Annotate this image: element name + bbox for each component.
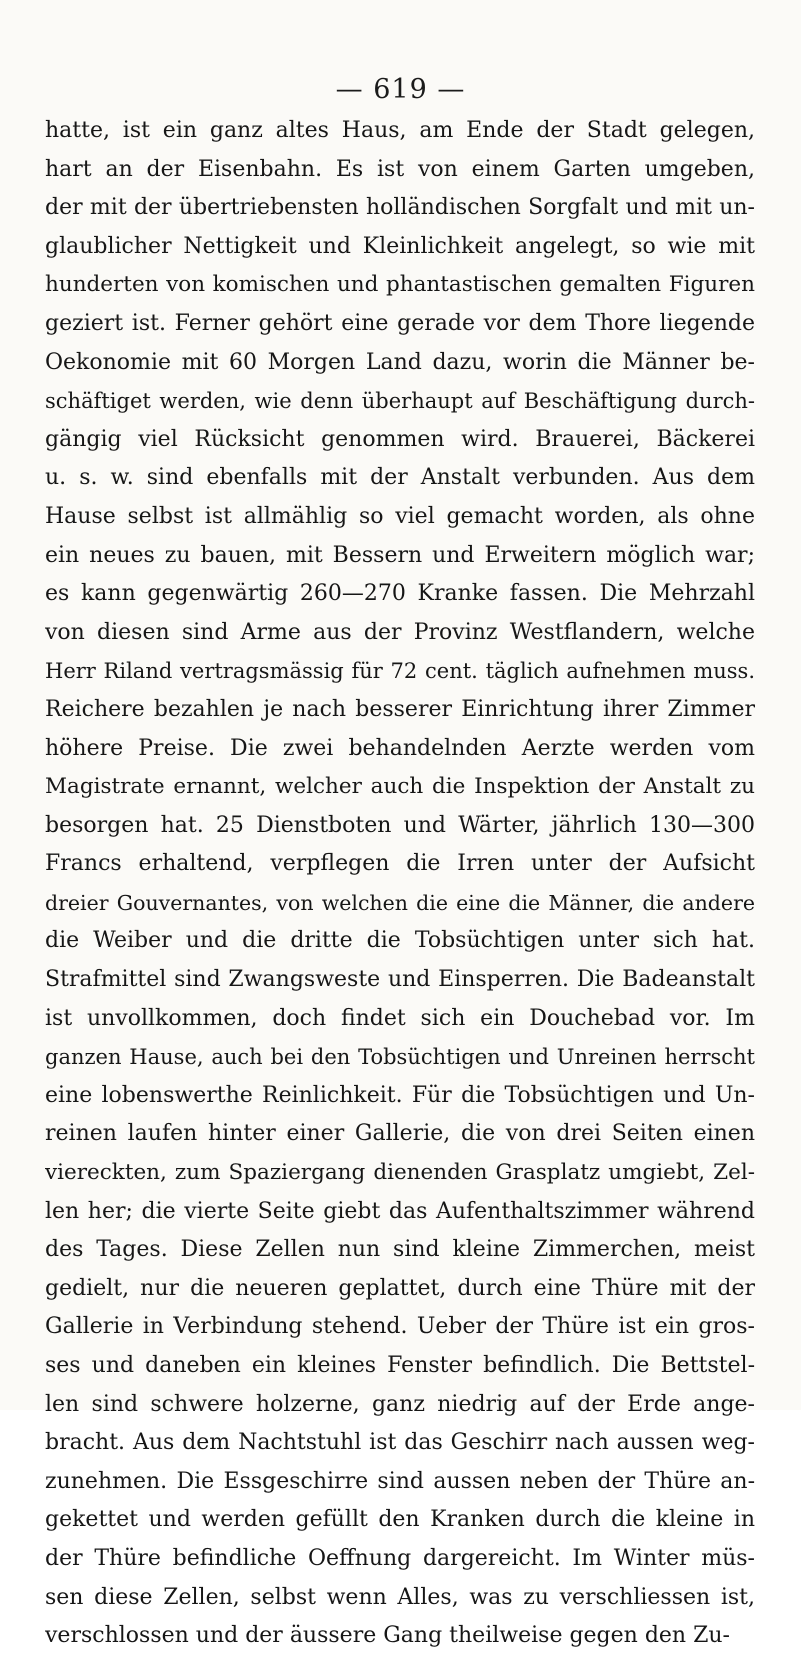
text-line: ein neues zu bauen, mit Bessern und Erweitern möglich war; — [45, 542, 755, 568]
text-line: hunderten von komischen und phantastischen gemalten Figuren — [45, 272, 755, 298]
text-line: ses und daneben ein kleines Fenster befindlich. Die Bettstel- — [45, 1353, 755, 1378]
text-line: len her; die vierte Seite giebt das Aufenthaltszimmer während — [45, 1198, 755, 1224]
text-line: zunehmen. Die Essgeschirre sind aussen neben der Thüre an- — [45, 1468, 755, 1494]
text-line: hart an der Eisenbahn. Es ist von einem Garten umgeben, — [45, 156, 755, 182]
text-line: sen diese Zellen, selbst wenn Alles, was zu verschliessen ist, — [45, 1584, 755, 1610]
text-line: ganzen Hause, auch bei den Tobsüchtigen und Unreinen herrscht — [45, 1045, 755, 1070]
text-line: geziert ist. Ferner gehört eine gerade vor dem Thore liegende — [45, 310, 755, 336]
text-line: bracht. Aus dem Nachtstuhl ist das Geschirr nach aussen weg- — [45, 1430, 755, 1456]
text-line: gängig viel Rücksicht genommen wird. Brauerei, Bäckerei — [45, 426, 755, 452]
text-line: Strafmittel sind Zwangsweste und Einsperren. Die Badeanstalt — [45, 967, 755, 993]
text-line: Herr Riland vertragsmässig für 72 cent. täglich aufnehmen muss. — [45, 659, 755, 684]
text-line: len sind schwere holzerne, ganz niedrig auf der Erde ange- — [45, 1391, 755, 1417]
text-line: Magistrate ernannt, welcher auch die Inspektion der Anstalt zu — [45, 774, 755, 800]
page-number: — 619 — — [335, 74, 466, 105]
text-line: gekettet und werden gefüllt den Kranken durch die kleine in — [45, 1507, 755, 1533]
text-line: reinen laufen hinter einer Gallerie, die von drei Seiten einen — [45, 1121, 755, 1147]
text-line: besorgen hat. 25 Dienstboten und Wärter, jährlich 130—300 — [45, 812, 755, 838]
text-line: Reichere bezahlen je nach besserer Einrichtung ihrer Zimmer — [45, 696, 755, 722]
text-line: Gallerie in Verbindung stehend. Ueber der Thüre ist ein gros- — [45, 1314, 755, 1340]
text-line: Oekonomie mit 60 Morgen Land dazu, worin die Männer be- — [45, 349, 755, 375]
text-line: hatte, ist ein ganz altes Haus, am Ende der Stadt gelegen, — [45, 118, 755, 143]
body-text — [45, 112, 755, 1656]
text-line: es kann gegenwärtig 260—270 Kranke fassen. Die Mehrzahl — [45, 581, 755, 607]
text-line: der mit der übertriebensten holländischen Sorgfalt und mit un- — [45, 195, 755, 221]
text-line: Francs erhaltend, verpflegen die Irren unter der Aufsicht — [45, 851, 755, 877]
text-line: u. s. w. sind ebenfalls mit der Anstalt verbunden. Aus dem — [45, 465, 755, 491]
text-line: die Weiber und die dritte die Tobsüchtigen unter sich hat. — [45, 928, 755, 954]
text-line: schäftiget werden, wie denn überhaupt auf Beschäftigung durch- — [45, 389, 755, 414]
text-line: von diesen sind Arme aus der Provinz Westflandern, welche — [45, 619, 755, 645]
text-line: verschlossen und der äussere Gang theilweise gegen den Zu- — [45, 1623, 730, 1649]
text-line: dreier Gouvernantes, von welchen die eine die Männer, die andere — [45, 890, 755, 915]
text-line: der Thüre befindliche Oeffnung dargereicht. Im Winter müs- — [45, 1545, 755, 1571]
text-line: des Tages. Diese Zellen nun sind kleine Zimmerchen, meist — [45, 1237, 755, 1263]
text-line: gedielt, nur die neueren geplattet, durch eine Thüre mit der — [45, 1275, 755, 1301]
text-line: viereckten, zum Spaziergang dienenden Grasplatz umgiebt, Zel- — [45, 1160, 755, 1186]
text-line: eine lobenswerthe Reinlichkeit. Für die Tobsüchtigen und Un- — [45, 1082, 755, 1108]
text-line: Hause selbst ist allmählig so viel gemacht worden, als ohne — [45, 503, 755, 529]
text-line: ist unvollkommen, doch findet sich ein Douchebad vor. Im — [45, 1005, 755, 1031]
text-line: höhere Preise. Die zwei behandelnden Aerzte werden vom — [45, 735, 755, 761]
text-line: glaublicher Nettigkeit und Kleinlichkeit angelegt, so wie mit — [45, 233, 755, 259]
